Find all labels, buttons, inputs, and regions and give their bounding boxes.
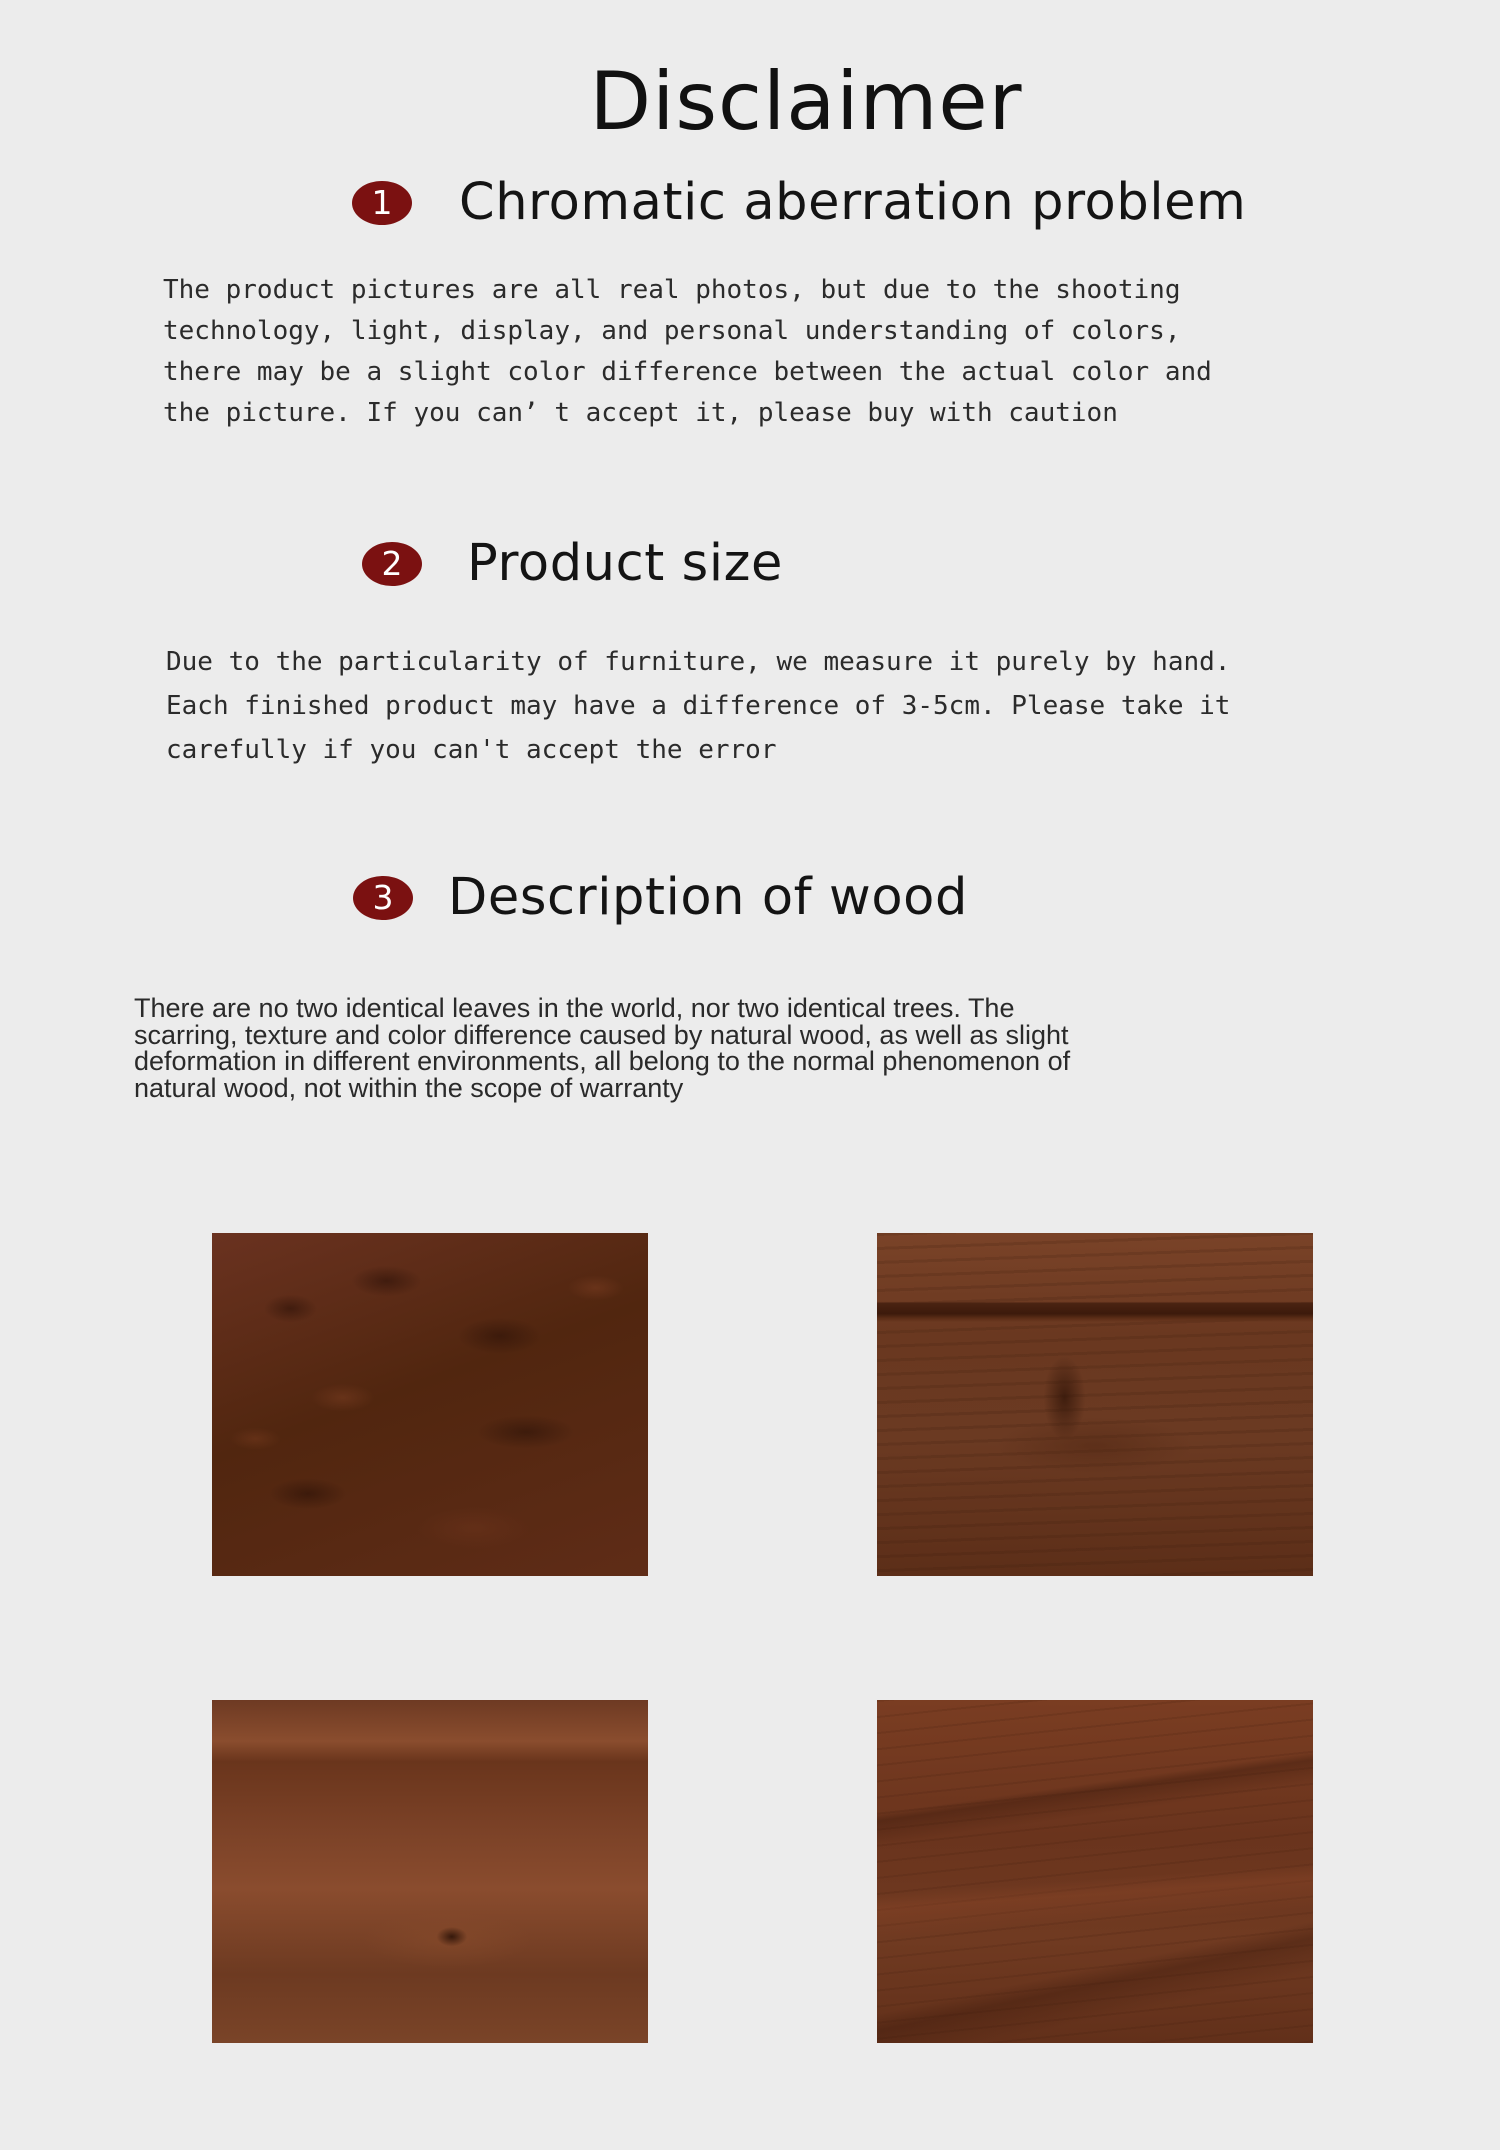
section-title: Product size <box>467 534 783 593</box>
section-title: Chromatic aberration problem <box>459 173 1247 232</box>
text-line: Each finished product may have a difference of 3-5cm. Please take it <box>166 691 1231 721</box>
section-heading-description-of-wood <box>353 868 968 927</box>
text-line: deformation in different environments, all belong to the normal phenomenon of <box>134 1046 1071 1076</box>
page-title: Disclaimer <box>589 55 1023 148</box>
text-line: technology, light, display, and personal understanding of colors, <box>163 316 1181 346</box>
section-heading-chromatic-aberration <box>352 173 1246 232</box>
text-line: carefully if you can't accept the error <box>166 735 777 765</box>
section-heading-product-size <box>362 534 783 593</box>
wood-grain-photo-straight <box>877 1700 1313 2043</box>
chromatic-aberration-text <box>163 270 1403 434</box>
section-title: Description of wood <box>448 868 968 927</box>
wood-description-text <box>134 995 1334 1101</box>
section-number-badge: 1 <box>352 181 412 225</box>
text-line: the picture. If you can’ t accept it, please buy with caution <box>163 398 1118 428</box>
wood-grain-photo-figured <box>212 1233 648 1576</box>
section-number-badge: 3 <box>353 876 413 920</box>
wood-grain-photo-edge <box>877 1233 1313 1576</box>
text-line: There are no two identical leaves in the world, nor two identical trees. The <box>134 993 1015 1023</box>
wood-grain-photo-knot <box>212 1700 648 2043</box>
section-number-badge: 2 <box>362 542 422 586</box>
text-line: The product pictures are all real photos, but due to the shooting <box>163 275 1181 305</box>
text-line: natural wood, not within the scope of warranty <box>134 1072 684 1103</box>
text-line: there may be a slight color difference between the actual color and <box>163 357 1212 387</box>
text-line: scarring, texture and color difference caused by natural wood, as well as slight <box>134 1019 1069 1050</box>
text-line: Due to the particularity of furniture, we measure it purely by hand. <box>166 647 1231 677</box>
product-size-text <box>166 640 1406 772</box>
